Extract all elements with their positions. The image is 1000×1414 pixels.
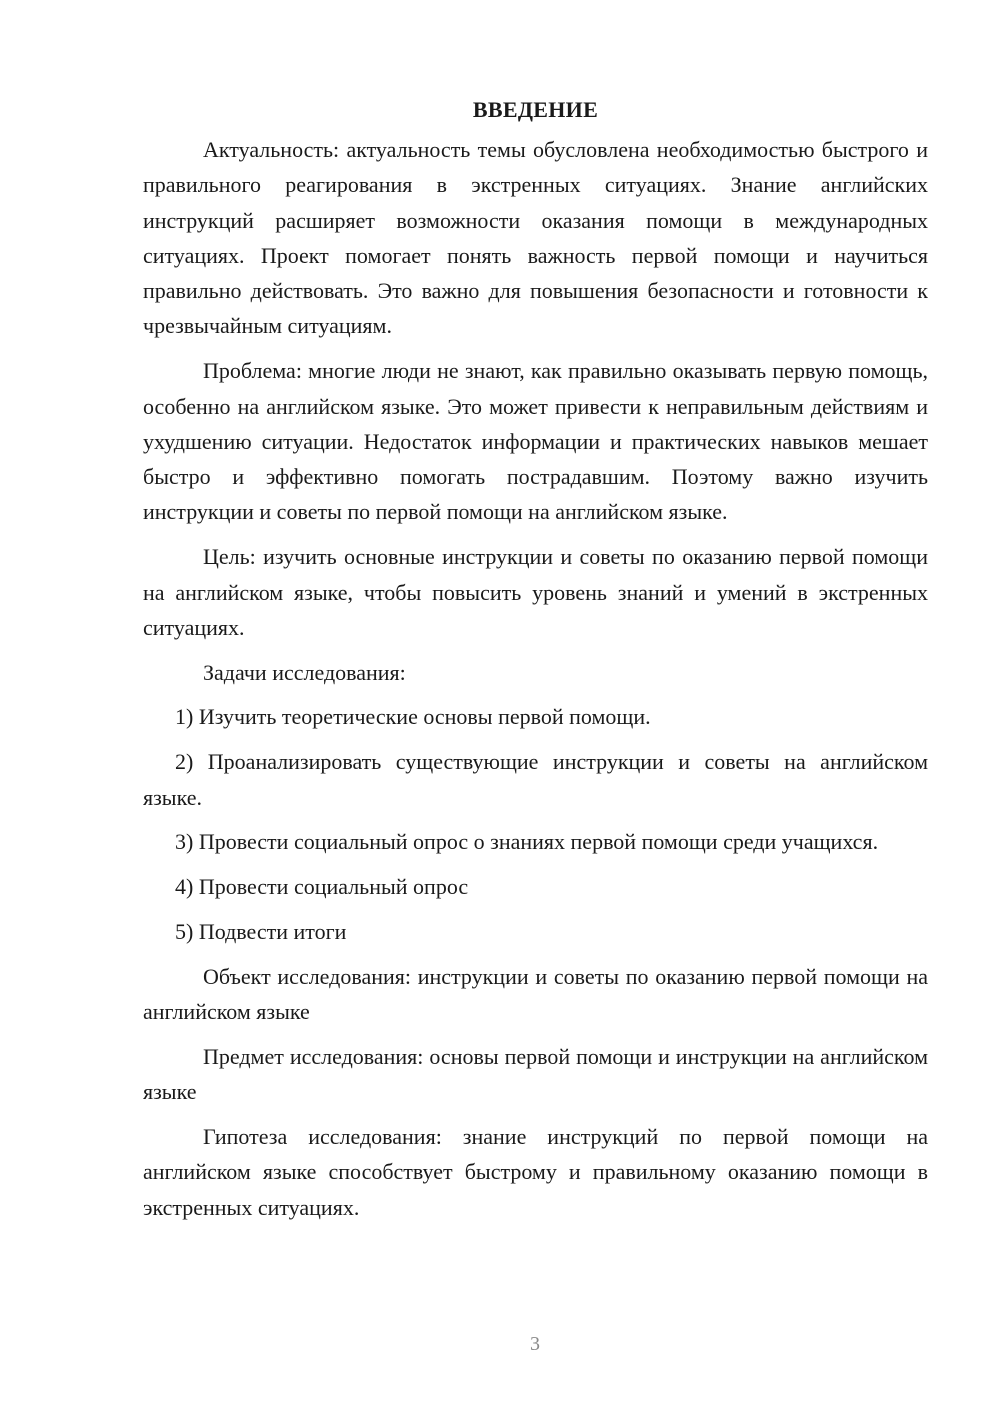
task-item-5: 5) Подвести итоги	[175, 918, 347, 944]
relevance-paragraph: Актуальность: актуальность темы обусловлена необходимостью быстрого и правильного реагирования в экстренных ситуациях. Знание английских инструкций расширяет возможности оказания помощи в международных ситуациях. Проект помогает понять важность первой помощи и научиться правильно действовать. Это важно для повышения безопасности и готовности к чрезвычайным ситуациям.	[143, 137, 928, 339]
page-number: 3	[530, 1333, 540, 1355]
task-item-2: 2) Проанализировать существующие инструкции и советы на английском языке.	[143, 749, 928, 810]
tasks-heading: Задачи исследования:	[203, 659, 406, 685]
subject-paragraph: Предмет исследования: основы первой помощи и инструкции на английском языке	[143, 1043, 928, 1105]
page-content	[143, 92, 928, 1234]
hypothesis-paragraph: Гипотеза исследования: знание инструкций по первой помощи на английском языке способствует быстрому и правильному оказанию помощи в экстренных ситуациях.	[143, 1123, 928, 1220]
object-paragraph: Объект исследования: инструкции и советы по оказанию первой помощи на английском языке	[143, 963, 928, 1025]
page-title: ВВЕДЕНИЕ	[472, 97, 599, 122]
goal-paragraph: Цель: изучить основные инструкции и советы по оказанию первой помощи на английском языке, чтобы повысить уровень знаний и умений в экстренных ситуациях.	[143, 544, 928, 640]
task-item-3: 3) Провести социальный опрос о знаниях первой помощи среди учащихся.	[175, 829, 879, 855]
task-item-1: 1) Изучить теоретические основы первой помощи.	[175, 704, 651, 730]
task-item-4: 4) Провести социальный опрос	[175, 874, 469, 900]
problem-paragraph: Проблема: многие люди не знают, как правильно оказывать первую помощь, особенно на английском языке. Это может привести к неправильным действиям и ухудшению ситуации. Недостаток информации и практических навыков мешает быстро и эффективно помогать пострадавшим. Поэтому важно изучить инструкции и советы по первой помощи на английском языке.	[143, 358, 928, 525]
